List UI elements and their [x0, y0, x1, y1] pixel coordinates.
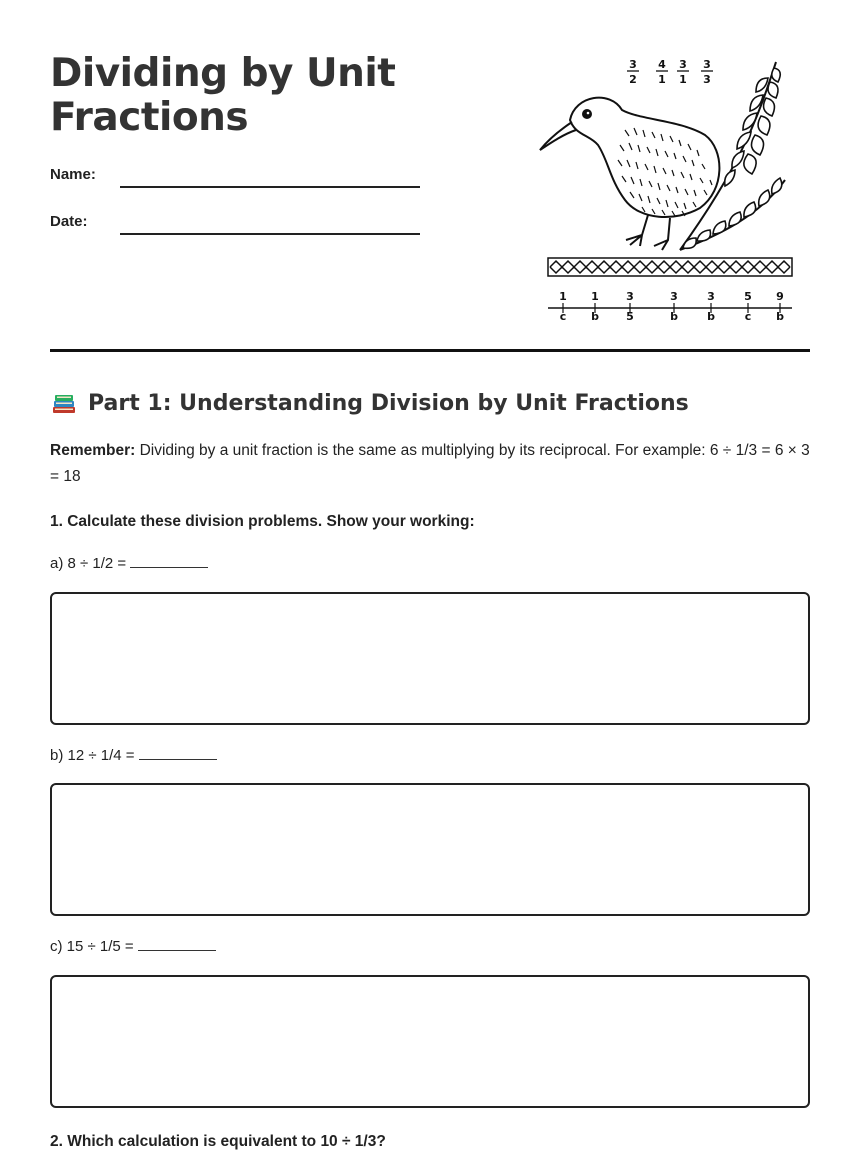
bottom-fraction-den: b — [776, 310, 784, 323]
pattern-band — [548, 258, 792, 276]
top-fraction — [656, 58, 668, 86]
bottom-fraction — [591, 290, 599, 323]
name-field[interactable] — [120, 186, 420, 188]
bottom-fraction-num: 3 — [707, 290, 715, 303]
top-fraction-num: 3 — [629, 58, 637, 71]
bottom-fraction-den: c — [559, 310, 567, 323]
bottom-fraction — [707, 290, 715, 323]
bottom-fraction-den: b — [707, 310, 715, 323]
problem-a — [50, 555, 208, 572]
problem-b-text: b) 12 ÷ 1/4 = — [50, 747, 139, 764]
top-fraction-den: 3 — [703, 73, 711, 86]
top-fraction-den: 2 — [629, 73, 637, 86]
working-box-b[interactable] — [50, 783, 810, 916]
date-field[interactable] — [120, 233, 420, 235]
top-fraction-num: 4 — [658, 58, 666, 71]
title-line-1: Dividing by Unit — [50, 51, 396, 96]
problem-c — [50, 938, 216, 955]
bottom-fraction — [670, 290, 678, 323]
remember-note — [50, 438, 815, 490]
bottom-fraction — [776, 290, 784, 323]
remember-text: Dividing by a unit fraction is the same as multiplying by its reciprocal. For example: 6 ÷ 1/3 = 6 × 3 = 18 — [50, 442, 810, 485]
kiwi-bird-icon — [540, 98, 719, 250]
bottom-fraction-num: 3 — [670, 290, 678, 303]
title-line-2: Fractions — [50, 95, 249, 140]
bottom-fraction-num: 1 — [559, 290, 567, 303]
bottom-fraction-den: b — [591, 310, 599, 323]
problem-b-answer-blank[interactable] — [139, 747, 217, 760]
header-divider — [50, 349, 810, 352]
problem-c-text: c) 15 ÷ 1/5 = — [50, 938, 138, 955]
bottom-fraction-den: 5 — [626, 310, 634, 323]
bottom-fraction-den: b — [670, 310, 678, 323]
top-fraction — [627, 58, 639, 86]
bottom-fraction — [626, 290, 634, 323]
bottom-fraction — [744, 290, 752, 323]
working-box-c[interactable] — [50, 975, 810, 1108]
remember-label: Remember: — [50, 442, 136, 459]
question-1: 1. Calculate these division problems. Show your working: — [50, 513, 475, 530]
name-label: Name: — [50, 166, 96, 183]
bottom-fraction-num: 5 — [744, 290, 752, 303]
bottom-fraction-num: 9 — [776, 290, 784, 303]
books-icon — [50, 389, 78, 417]
worksheet-title — [50, 52, 395, 140]
problem-c-answer-blank[interactable] — [138, 938, 216, 951]
top-fraction-num: 3 — [703, 58, 711, 71]
number-line — [548, 290, 792, 323]
bottom-fraction-num: 1 — [591, 290, 599, 303]
bottom-fraction — [559, 290, 567, 323]
top-fraction — [701, 58, 713, 86]
top-fraction-den: 1 — [679, 73, 687, 86]
top-fraction-num: 3 — [679, 58, 687, 71]
date-label: Date: — [50, 213, 88, 230]
bottom-fraction-num: 3 — [626, 290, 634, 303]
problem-a-answer-blank[interactable] — [130, 555, 208, 568]
problem-b — [50, 747, 217, 764]
top-fraction — [677, 58, 689, 86]
top-fraction-den: 1 — [658, 73, 666, 86]
question-2: 2. Which calculation is equivalent to 10 ÷ 1/3? — [50, 1133, 386, 1150]
part1-heading — [50, 389, 689, 417]
bottom-fraction-den: c — [744, 310, 752, 323]
working-box-a[interactable] — [50, 592, 810, 725]
problem-a-text: a) 8 ÷ 1/2 = — [50, 555, 131, 572]
part1-heading-text: Part 1: Understanding Division by Unit Fractions — [88, 390, 689, 416]
kiwi-bird-fern-icon — [530, 50, 810, 330]
